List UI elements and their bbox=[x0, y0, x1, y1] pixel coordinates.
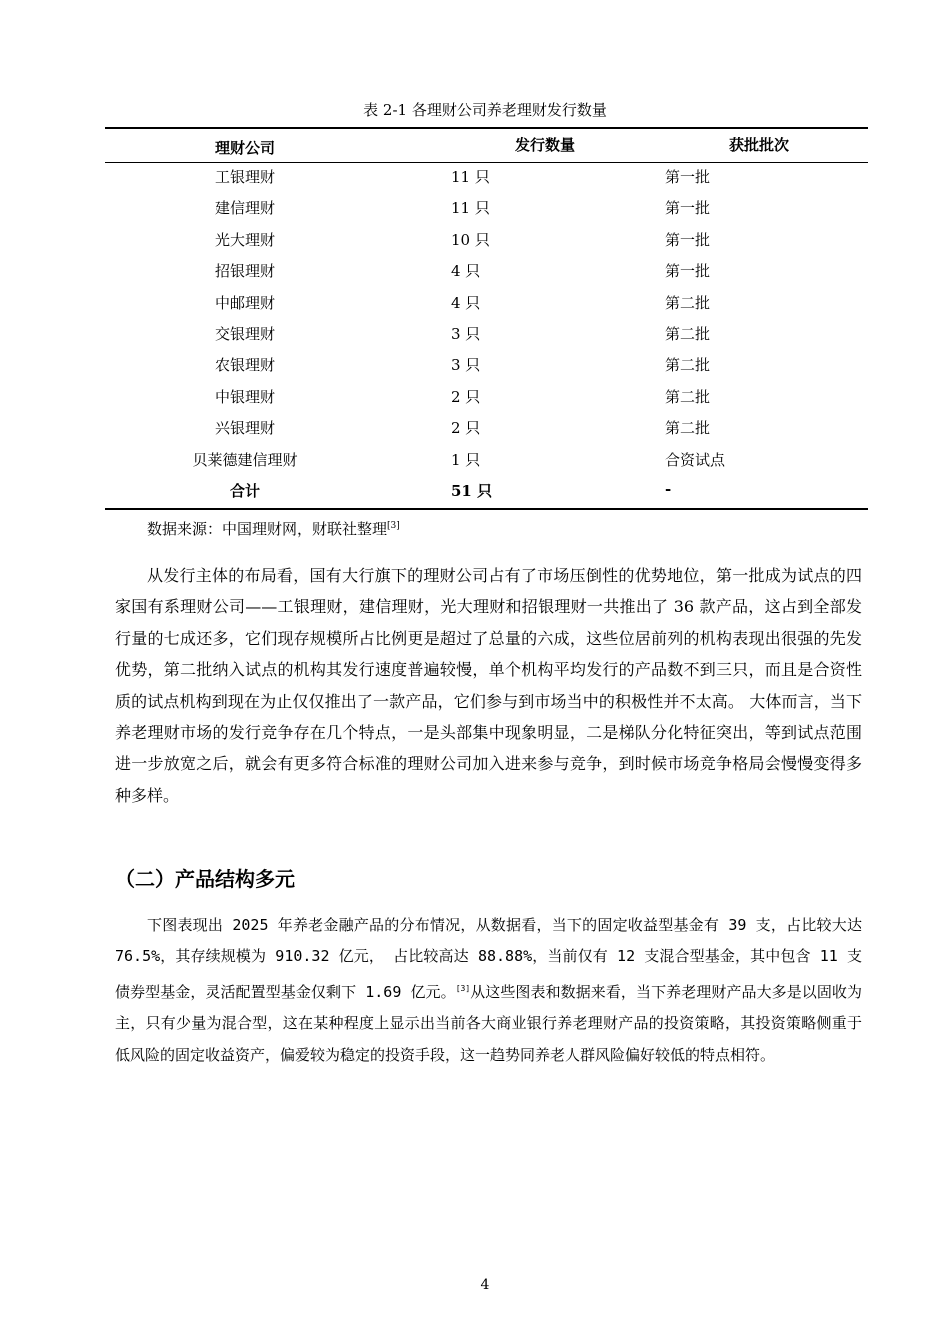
cell-count: 2 只 bbox=[451, 419, 481, 438]
paragraph2-part2: 从这些图表和数据来看，当下养老理财产品大多是以固收为主，只有少量为混合型，这在某种程度上显示出当前各大商业银行养老理财产品的投资策略，其投资策略侧重于低风险的固定收益资产，偏爱较为稳定的投资手段，这一趋势同养老人群风险偏好较低的特点相符。 bbox=[115, 982, 862, 1064]
paragraph2-citation: [3] bbox=[455, 983, 471, 993]
table-row bbox=[105, 289, 868, 320]
cell-company: 招银理财 bbox=[214, 262, 275, 281]
cell-count: 11 只 bbox=[451, 168, 490, 186]
body-paragraph-2 bbox=[115, 910, 862, 1071]
cell-count: 2 只 bbox=[451, 387, 481, 406]
cell-batch: 第二批 bbox=[665, 356, 711, 375]
header-count: 发行数量 bbox=[515, 136, 576, 154]
table-header bbox=[105, 129, 868, 163]
cell-batch: 第一批 bbox=[665, 199, 711, 218]
cell-company: 建信理财 bbox=[214, 199, 275, 218]
cell-count: 4 只 bbox=[451, 293, 481, 312]
cell-count: 10 只 bbox=[451, 230, 490, 249]
table-total-row bbox=[105, 477, 868, 508]
cell-company: 中银理财 bbox=[214, 387, 275, 406]
cell-total-batch: - bbox=[665, 479, 672, 498]
table-row bbox=[105, 446, 868, 477]
table-row bbox=[105, 414, 868, 445]
cell-company: 中邮理财 bbox=[214, 293, 275, 312]
cell-count: 11 只 bbox=[451, 199, 490, 218]
cell-batch: 第一批 bbox=[665, 168, 711, 186]
cell-company: 交银理财 bbox=[214, 324, 275, 343]
page-number: 4 bbox=[480, 1277, 490, 1293]
issuance-table bbox=[105, 127, 868, 510]
cell-batch: 第一批 bbox=[665, 230, 711, 249]
cell-batch: 第二批 bbox=[665, 419, 711, 438]
table-row bbox=[105, 163, 868, 194]
section-heading: （二）产品结构多元 bbox=[115, 867, 295, 891]
cell-company: 兴银理财 bbox=[214, 419, 275, 438]
cell-batch: 第二批 bbox=[665, 387, 711, 406]
cell-company: 工银理财 bbox=[214, 168, 275, 186]
header-company: 理财公司 bbox=[214, 139, 275, 157]
body-paragraph-1: 从发行主体的布局看，国有大行旗下的理财公司占有了市场压倒性的优势地位，第一批成为试点的四家国有系理财公司——工银理财，建信理财，光大理财和招银理财一共推出了 36 款产品，这占到全部发行量的七成还多，它们现存规模所占比例更是超过了总量的六成，这些位居前列的机构表现出很强的先发优势，第二批纳入试点的机构其发行速度普遍较慢，单个机构平均发行的产品数不到三只，而且是合资性质的试点机构到现在为止仅仅推出了一款产品，它们参与到市场当中的积极性并不太高。 大体而言，当下养老理财市场的发行竞争存在几个特点，一是头部集中现象明显，二是梯队分化特征突出，等到试点范围进一步放宽之后，就会有更多符合标准的理财公司加入进来参与竞争，到时候市场竞争格局会慢慢变得多种多样。 bbox=[115, 566, 862, 805]
cell-batch: 合资试点 bbox=[665, 450, 726, 469]
paragraph2-part1: 下图表现出 2025 年养老金融产品的分布情况，从数据看，当下的固定收益型基金有 39 支，占比较大达 76.5%，其存续规模为 910.32 亿元， 占比较高达 88.88%，当前仅有 12 支混合型基金，其中包含 11 支债券型基金，灵活配置型基金仅剩下 1.69 亿元。 bbox=[115, 916, 862, 1001]
cell-batch: 第二批 bbox=[665, 293, 711, 312]
table-row bbox=[105, 383, 868, 414]
cell-company: 贝莱德建信理财 bbox=[192, 450, 298, 469]
header-batch: 获批批次 bbox=[729, 136, 790, 154]
source-text: 数据来源：中国理财网，财联社整理 bbox=[147, 520, 388, 538]
table-row bbox=[105, 257, 868, 288]
cell-count: 3 只 bbox=[451, 356, 481, 375]
cell-batch: 第一批 bbox=[665, 262, 711, 281]
cell-count: 4 只 bbox=[451, 262, 481, 281]
table-row bbox=[105, 226, 868, 257]
data-source-note bbox=[147, 518, 400, 539]
table-row bbox=[105, 194, 868, 225]
source-citation: [3] bbox=[387, 521, 400, 531]
cell-total-count: 51 只 bbox=[451, 481, 493, 500]
cell-company: 农银理财 bbox=[214, 356, 275, 375]
table-row bbox=[105, 351, 868, 382]
cell-company: 光大理财 bbox=[214, 230, 275, 249]
table-caption: 表 2-1 各理财公司养老理财发行数量 bbox=[363, 101, 607, 119]
cell-count: 1 只 bbox=[451, 450, 481, 469]
cell-total-label: 合计 bbox=[229, 481, 260, 500]
table-row bbox=[105, 320, 868, 351]
cell-count: 3 只 bbox=[451, 324, 481, 343]
cell-batch: 第二批 bbox=[665, 324, 711, 343]
